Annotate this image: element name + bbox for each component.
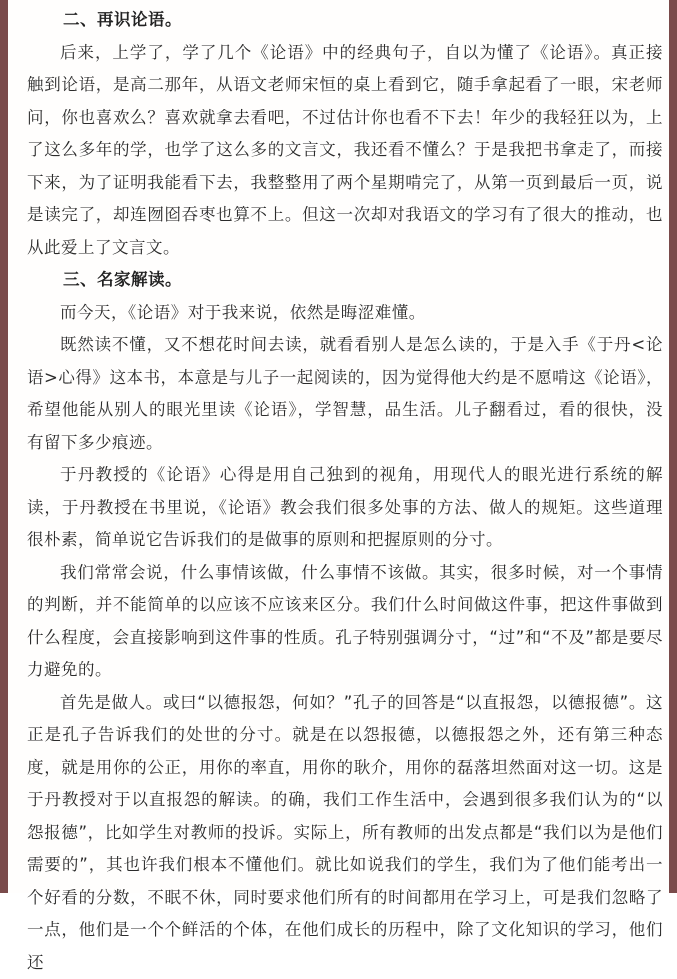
left-border bbox=[0, 0, 8, 893]
document-page bbox=[8, 0, 669, 893]
paragraph: 后来，上学了，学了几个《论语》中的经典句子，自以为懂了《论语》。真正接触到论语，是高二那年，从语文老师宋恒的桌上看到它，随手拿起看了一眼，宋老师问，你也喜欢么？喜欢就拿去看吧，不过估计你也看不下去！年少的我轻狂以为，上了这么多年的学，也学了这么多的文言文，我还看不懂么？于是我把书拿走了，而接下来，为了证明我能看下去，我整整用了两个星期啃完了，从第一页到最后一页，说是读完了，却连囫囵吞枣也算不上。但这一次却对我语文的学习有了很大的推动，也从此爱上了文言文。 bbox=[27, 37, 663, 265]
section-heading-2: 二、再识论语。 bbox=[27, 4, 663, 37]
paragraph: 既然读不懂，又不想花时间去读，就看看别人是怎么读的，于是入手《于丹<论语>心得》这本书，本意是与儿子一起阅读的，因为觉得他大约是不愿啃这《论语》，希望他能从别人的眼光里读《论语》，学智慧，品生活。儿子翻看过，看的很快，没有留下多少痕迹。 bbox=[27, 329, 663, 459]
paragraph: 首先是做人。或曰“以德报怨，何如？”孔子的回答是“以直报怨，以德报德”。这正是孔子告诉我们的处世的分寸。就是在以怨报德，以德报怨之外，还有第三种态度，就是用你的公正，用你的率直，用你的耿介，用你的磊落坦然面对这一切。这是于丹教授对于以直报怨的解读。的确，我们工作生活中，会遇到很多我们认为的“以怨报德”，比如学生对教师的投诉。实际上，所有教师的出发点都是“我们以为是他们需要的”，其也许我们根本不懂他们。就比如说我们的学生，我们为了他们能考出一个好看的分数，不眠不休，同时要求他们所有的时间都用在学习上，可是我们忽略了一点，他们是一个个鲜活的个体，在他们成长的历程中，除了文化知识的学习，他们还 bbox=[27, 687, 663, 979]
article-body bbox=[27, 4, 663, 979]
section-heading-3: 三、名家解读。 bbox=[27, 264, 663, 297]
paragraph: 而今天，《论语》对于我来说，依然是晦涩难懂。 bbox=[27, 297, 663, 330]
right-border bbox=[669, 0, 677, 893]
paragraph: 我们常常会说，什么事情该做，什么事情不该做。其实，很多时候，对一个事情的判断，并不能简单的以应该不应该来区分。我们什么时间做这件事，把这件事做到什么程度，会直接影响到这件事的性质。孔子特别强调分寸，“过”和“不及”都是要尽力避免的。 bbox=[27, 557, 663, 687]
paragraph: 于丹教授的《论语》心得是用自己独到的视角，用现代人的眼光进行系统的解读，于丹教授在书里说，《论语》教会我们很多处事的方法、做人的规矩。这些道理很朴素，简单说它告诉我们的是做事的原则和把握原则的分寸。 bbox=[27, 459, 663, 557]
